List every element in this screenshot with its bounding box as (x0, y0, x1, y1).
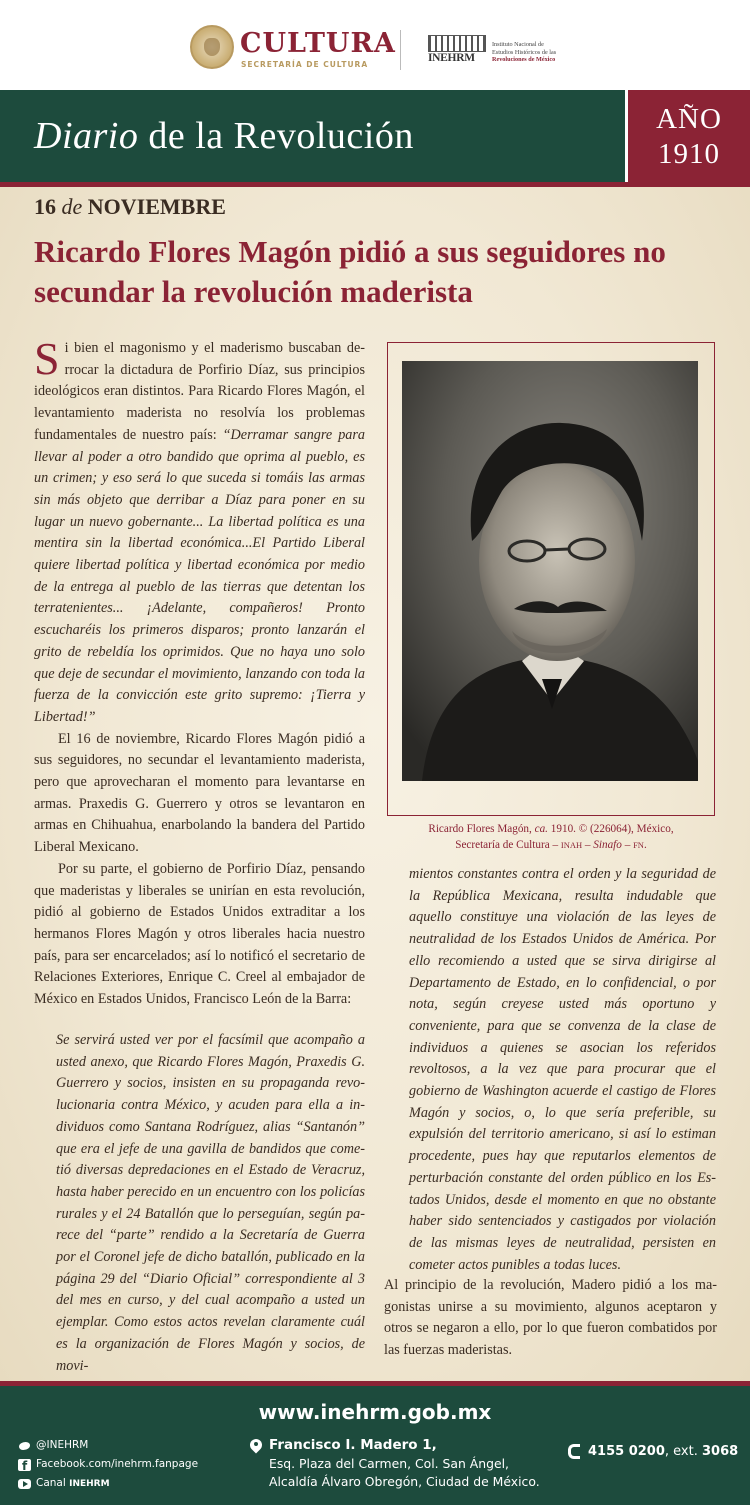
facebook-link[interactable]: f Facebook.com/inehrm.fanpage (18, 1455, 198, 1474)
inehrm-name: Instituto Nacional de Estudios Históricos de las Revoluciones de México (492, 41, 557, 64)
creel-letter-part2: mientos constantes contra el orden y la seguridad de la República Mexicana, resulta indudable que aquello constituye una violación de las leyes de neutralidad de los Estados Unidos de América. Por ello recomiendo a usted que se sirva dirigirse al Departamento de Estado, en lo confidencial, o por nota, según creyese usted más oportuno y conveniente, para que se convenza de la clase de individuos a quienes se asocian los referidos revoltosos, a la vez que para procurar que el gobierno de Washington acuerde el castigo de Flores Magón y socios, o, lo que sería preferible, su expulsión del territorio americano, si así lo estiman procedente, pues hay que reputarlos elementos de perturbación constante del orden público en los Estados Unidos, desde el momento en que no obstante haber sido sentenciados y castigados por violación de las mismas leyes de neutralidad, persisten en cometer actos punibles a todas luces. (409, 866, 716, 1273)
closing-paragraph: Al principio de la revolución, Madero pidió a los magonistas unirse a su movimiento, algunos aceptaron y otros se negaron a ello, por lo que fueron combatidos por las fuerzas maderistas. (384, 1277, 717, 1359)
article-date: 16 de NOVIEMBRE (34, 194, 226, 219)
phone-icon (568, 1444, 580, 1459)
banner (0, 90, 625, 182)
address: Francisco I. Madero 1, Esq. Plaza del Carmen, Col. San Ángel, Alcaldía Álvaro Obregón, Ciudad de México. (269, 1437, 540, 1489)
headline: Ricardo Flores Magón pidió a sus seguidores no secundar la revolución maderista (34, 234, 666, 309)
year-box (625, 90, 750, 182)
portrait-photo (402, 361, 698, 781)
photo-caption: Ricardo Flores Magón, ca. 1910. © (226064), México, Secretaría de Cultura – INAH – Sinafo – FN. (428, 823, 674, 851)
inehrm-logo: INEHRM (428, 51, 486, 64)
youtube-icon (18, 1479, 31, 1489)
year-value: 1910 (658, 138, 720, 170)
social-links (18, 1436, 198, 1494)
footer (0, 1386, 750, 1505)
article-left-column (34, 333, 365, 1011)
creel-letter-part1: Se servirá usted ver por el facsímil que acompaño a usted anexo, que Ricardo Flores Magón, Praxedis G. Guerrero y socios, insisten en su propaganda revolucionaria contra México, y acuden para ella a individuos como Santana Rodríguez, alias “Santanón” que era el jefe de una gavilla de bandidos que cometió diversas depredaciones en el Estado de Veracruz, hasta haber perecido en un encuentro con los policías rurales y el 24 Batallón que lo perseguían, según parece del “parte” rendido a la Secretaría de Guerra por el Coronel jefe de dicho batallón, publicado en la página 29 del “Diario Oficial” correspondiente al 3 del mes en curso, y del cual acompaño a usted un ejemplar. Como estos actos revelan claramente cuál es la organización de Flores Magón y socios, de movi- (56, 1032, 365, 1374)
facebook-icon (18, 1459, 31, 1471)
inehrm-building-icon (428, 35, 486, 51)
paragraph-porfirio: Por su parte, el gobierno de Porfirio Díaz, pensando que maderistas y liberales se unirían en esta revolución, pidió al gobierno de Estados Unidos extraditar a los hermanos Flores Magón y otros liberales hacia nuestro país, para ser encarcelados; así lo notificó el secretario de Relaciones Exteriores, Enrique C. Creel al embajador de México en Estados Unidos, Francisco León de la Barra: (34, 860, 365, 1008)
year-label: AÑO (656, 103, 722, 135)
magon-quote: “Derramar sangre para llevar al poder a otro bandido que oprima al pueblo, es un crimen; y eso será lo que suceda si tomáis las armas sin más objeto que derribar a Díaz para poner en su lugar un nuevo gobernante... La libertad política es una mentira sin la libertad económica...El Partido Liberal quiere libertad política y libertad económica por medio de la entrega al pueblo de las tierras que detentan los terratenientes... ¡Adelante, compañeros! Pronto escucharéis los primeros disparos; pronto lanzarán el grito de rebeldía los oprimidos. Que no haya uno solo que deje de secundar el movimiento, lanzando con toda la fuerza de la convicción este grito supremo: ¡Tierra y Libertad!” (34, 426, 365, 725)
location-pin-icon (250, 1439, 262, 1454)
twitter-icon (18, 1440, 31, 1452)
twitter-link[interactable]: @INEHRM (18, 1436, 198, 1455)
paragraph-november-16: El 16 de noviembre, Ricardo Flores Magón pidió a sus seguidores, no secundar el levantamiento maderista, pero que aprovecharan el momento para levantarse en armas. Praxedis G. Guerrero y otros se levantaron en armas en Chihuahua, enarbolando la bandera del Partido Liberal Mexicano. (34, 730, 365, 856)
coat-of-arms-icon (190, 25, 234, 69)
logo-strip (0, 0, 750, 90)
phone-contact[interactable]: 4155 0200, ext. 3068 (568, 1444, 738, 1459)
photo-frame (387, 342, 715, 816)
dropcap: S (34, 333, 60, 384)
cultura-subtitle: SECRETARÍA DE CULTURA (241, 60, 369, 69)
paragraph-intro: Si bien el magonismo y el maderismo buscaban derrocar la dictadura de Porfirio Díaz, sus principios ideológicos eran distintos. Para Ricardo Flores Magón, el levantamiento maderista no resolvía los problemas fundamentales de nuestro país: “Derramar sangre para llevar al poder a otro bandido que oprima al pueblo, es un crimen; y eso será lo que suceda si tomáis las armas sin más objeto que derribar a Díaz para poner en su lugar un nuevo gobernante... La libertad política es una mentira sin la libertad económica...El Partido Liberal quiere libertad política y libertad económica por medio de la entrega al pueblo de las tierras que detentan los terratenientes... ¡Adelante, compañeros! Pronto escucharéis los primeros disparos; pronto lanzarán el grito de rebeldía los oprimidos. Que no haya uno solo que deje de secundar el movimiento, lanzando con toda la fuerza de la convicción este grito supremo: ¡Tierra y Libertad!” (34, 333, 365, 725)
website-link[interactable]: www.inehrm.gob.mx (258, 1400, 492, 1424)
youtube-link[interactable]: Canal INEHRM (18, 1474, 198, 1494)
logo-divider (400, 30, 401, 70)
cultura-logo: CULTURA (240, 28, 396, 59)
diary-title: Diario de la Revolución (34, 115, 414, 157)
